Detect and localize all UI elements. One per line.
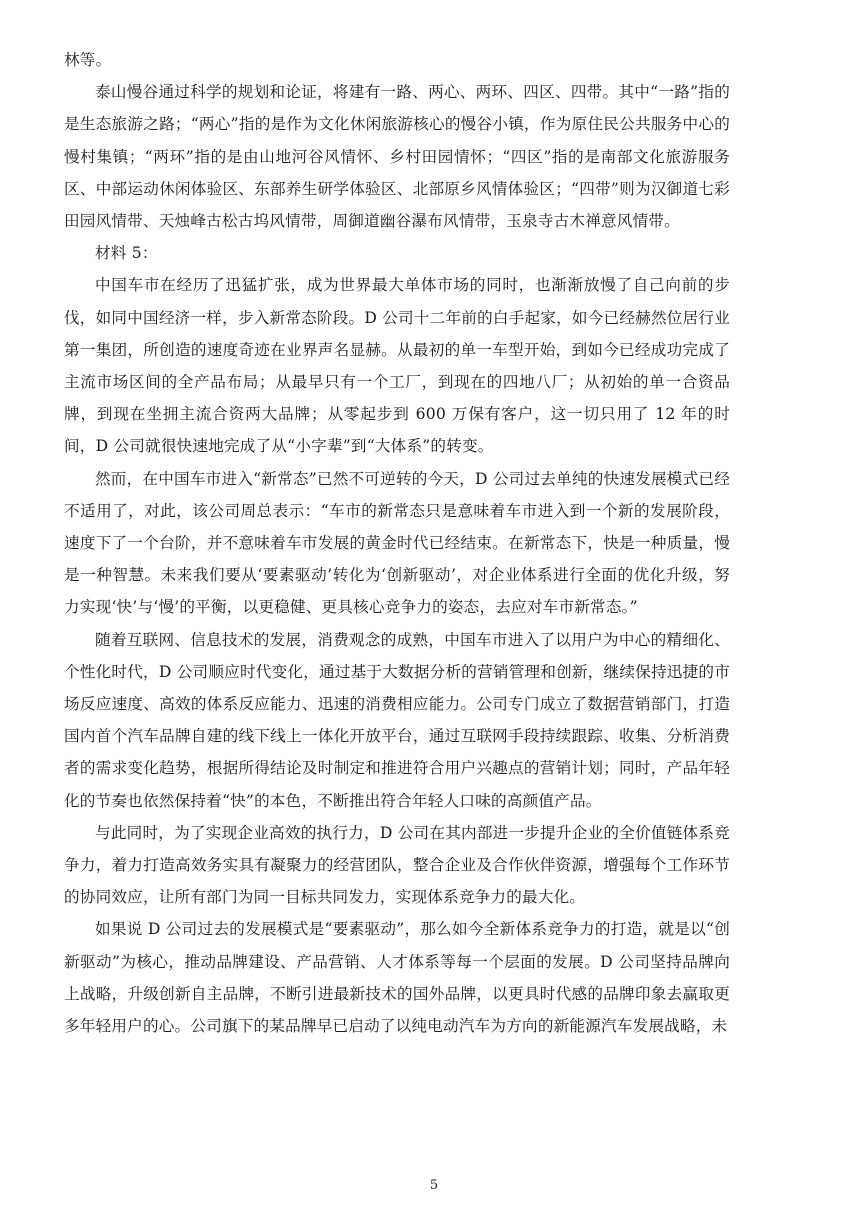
paragraph-internet-era: 随着互联网、信息技术的发展，消费观念的成熟，中国车市进入了以用户为中心的精细化、个性化时代，D 公司顺应时代变化，通过基于大数据分析的营销管理和创新，继续保持迅捷的市场反应速度、高效的体系反应能力、迅速的消费相应能力。公司专门成立了数据营销部门，打造国内首个汽车品牌自建的线下线上一体化开放平台，通过互联网手段持续跟踪、收集、分析消费者的需求变化趋势，根据所得结论及时制定和推进符合用户兴趣点的营销计划；同时，产品年轻化的节奏也依然保持着“快”的本色，不断推出符合年轻人口味的高颜值产品。: [64, 630, 730, 810]
paragraph-new-normal: 然而，在中国车市进入“新常态”已然不可逆转的今天，D 公司过去单纯的快速发展模式已经不适用了，对此，该公司周总表示：“车市的新常态只是意味着车市进入到一个新的发展阶段，速度下了一个台阶，并不意味着车市发展的黄金时代已经结束。在新常态下，快是一种质量，慢是一种智慧。未来我们要从‘要素驱动’转化为‘创新驱动’，对企业体系进行全面的优化升级，努力实现‘快’与‘慢’的平衡，以更稳健、更具核心竞争力的姿态，去应对车市新常态。”: [64, 469, 730, 617]
paragraph-taishan-plan: 泰山慢谷通过科学的规划和论证，将建有一路、两心、两环、四区、四带。其中“一路”指的是生态旅游之路；“两心”指的是作为文化休闲旅游核心的慢谷小镇，作为原住民公共服务中心的慢村集镇；“两环”指的是由山地河谷风情怀、乡村田园情怀；“四区”指的是南部文化旅游服务区、中部运动休闲体验区、东部养生研学体验区、北部原乡风情体验区；“四带”则为汉御道七彩田园风情带、天烛峰古松古坞风情带，周御道幽谷瀑布风情带，玉泉寺古木禅意风情带。: [64, 83, 730, 231]
material-heading: 材料 5：: [95, 244, 158, 263]
paragraph-continuation: 林等。: [64, 51, 112, 69]
paragraph-innovation: 如果说 D 公司过去的发展模式是“要素驱动”，那么如今全新体系竞争力的打造，就是以“创新驱动”为核心，推动品牌建设、产品营销、人才体系等每一个层面的发展。D 公司坚持品牌向上战略，升级创新自主品牌，不断引进最新技术的国外品牌，以更具时代感的品牌印象去赢取更多年轻用户的心。公司旗下的某品牌早已启动了以纯电动汽车为方向的新能源汽车发展战略，未: [64, 920, 730, 1036]
paragraph-execution: 与此同时，为了实现企业高效的执行力，D 公司在其内部进一步提升企业的全价值链体系竞争力，着力打造高效务实具有凝聚力的经营团队，整合企业及合作伙伴资源，增强每个工作环节的协同效应，让所有部门为同一目标共同发力，实现体系竞争力的最大化。: [64, 823, 730, 907]
paragraph-car-market: 中国车市在经历了迅猛扩张，成为世界最大单体市场的同时，也渐渐放慢了自己向前的步伐，如同中国经济一样，步入新常态阶段。D 公司十二年前的白手起家，如今已经赫然位居行业第一集团，所创造的速度奇迹在业界声名显赫。从最初的单一车型开始，到如今已经成功完成了主流市场区间的全产品布局；从最早只有一个工厂，到现在的四地八厂；从初始的单一合资品牌，到现在坐拥主流合资两大品牌；从零起步到 600 万保有客户，这一切只用了 12 年的时间，D 公司就很快速地完成了从“小字辈”到“大体系”的转变。: [64, 276, 730, 456]
document-body: [64, 44, 730, 1042]
page-number: 5: [429, 1178, 439, 1193]
